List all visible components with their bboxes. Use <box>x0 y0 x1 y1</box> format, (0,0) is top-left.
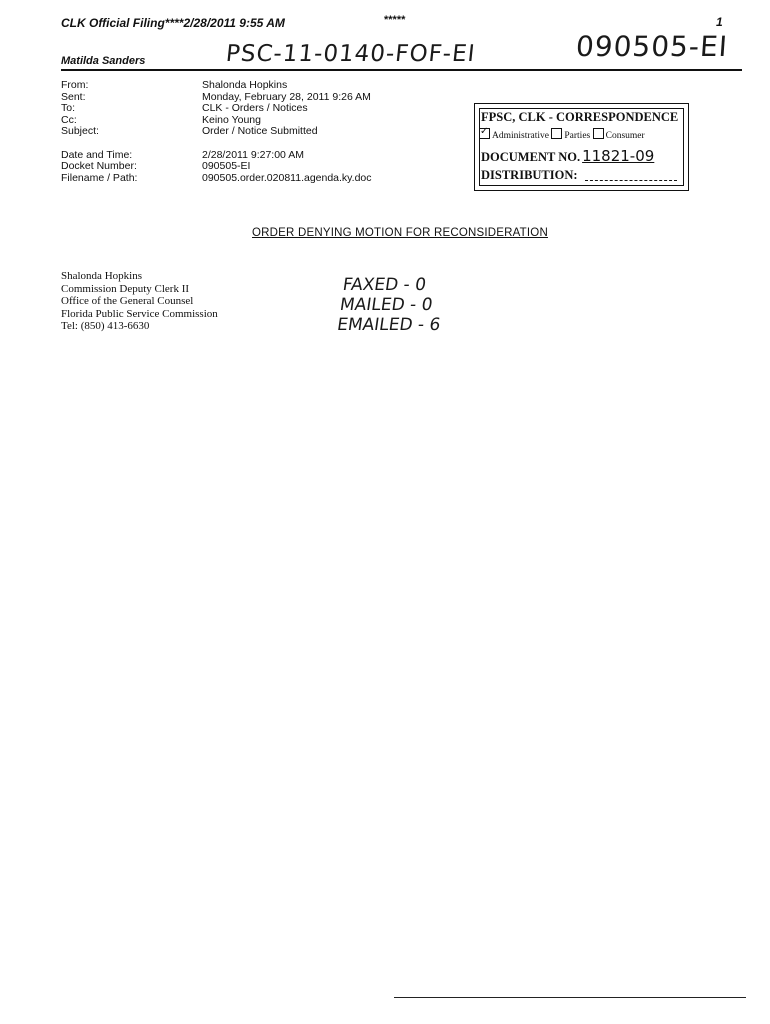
signature-phone: Tel: (850) 413-6630 <box>61 320 150 332</box>
signature-name: Shalonda Hopkins <box>61 270 142 282</box>
stamp-checkboxes <box>479 128 645 141</box>
document-heading: ORDER DENYING MOTION FOR RECONSIDERATION <box>252 227 548 239</box>
field-value-from: Shalonda Hopkins <box>202 79 288 91</box>
stamp-distribution-label: DISTRIBUTION: <box>481 168 578 182</box>
field-label-subject: Subject: <box>61 125 99 137</box>
field-value-cc: Keino Young <box>202 113 261 126</box>
author-name: Matilda Sanders <box>61 55 146 67</box>
email-field-values <box>202 80 372 184</box>
field-label-to: To: <box>61 102 76 114</box>
handwritten-notes <box>336 275 448 335</box>
note-emailed: EMAILED - 6 <box>335 315 442 335</box>
checkbox-label-administrative: Administrative <box>492 131 549 141</box>
checkbox-label-parties: Parties <box>564 131 591 141</box>
stamp-document-row <box>481 147 654 165</box>
note-mailed: MAILED - 0 <box>338 295 434 315</box>
field-value-sent: Monday, February 28, 2011 9:26 AM <box>202 90 371 103</box>
header-rule <box>61 69 742 71</box>
signature-office: Office of the General Counsel <box>61 295 194 307</box>
page-number: 1 <box>716 15 723 29</box>
field-gap <box>202 138 372 150</box>
field-label-docket: Docket Number: <box>61 160 137 172</box>
field-value-filename: 090505.order.020811.agenda.ky.doc <box>202 171 372 184</box>
stamp-title: FPSC, CLK - CORRESPONDENCE <box>481 110 679 124</box>
checkbox-administrative <box>479 128 490 139</box>
signature-title: Commission Deputy Clerk II <box>61 282 190 295</box>
signature-block <box>61 270 218 333</box>
note-faxed: FAXED - 0 <box>341 275 428 295</box>
field-label-filename: Filename / Path: <box>61 171 138 184</box>
filing-line: CLK Official Filing****2/28/2011 9:55 AM <box>61 16 285 30</box>
checkbox-consumer <box>593 128 604 139</box>
correspondence-stamp <box>474 103 689 191</box>
field-value-docket: 090505-EI <box>202 160 251 172</box>
email-field-labels <box>61 80 137 184</box>
checkbox-label-consumer: Consumer <box>605 131 645 141</box>
field-value-subject: Order / Notice Submitted <box>202 125 318 137</box>
stars-mark: ***** <box>384 14 406 26</box>
field-label-sent: Sent: <box>61 90 86 103</box>
field-value-to: CLK - Orders / Notices <box>202 102 308 114</box>
field-label-from: From: <box>61 79 89 91</box>
handwritten-docket-number: 090505-EI <box>574 30 730 63</box>
stamp-distribution-line <box>585 180 677 181</box>
checkbox-parties <box>551 128 562 139</box>
footer-rule <box>394 997 746 998</box>
field-gap <box>61 138 137 150</box>
signature-organization: Florida Public Service Commission <box>61 307 218 320</box>
stamp-document-number: 11821-09 <box>582 147 655 165</box>
handwritten-order-number: PSC-11-0140-FOF-EI <box>224 41 477 67</box>
stamp-document-label: DOCUMENT NO. <box>481 150 581 164</box>
field-value-date: 2/28/2011 9:27:00 AM <box>202 148 304 161</box>
field-label-date: Date and Time: <box>61 148 133 161</box>
field-label-cc: Cc: <box>61 113 77 126</box>
